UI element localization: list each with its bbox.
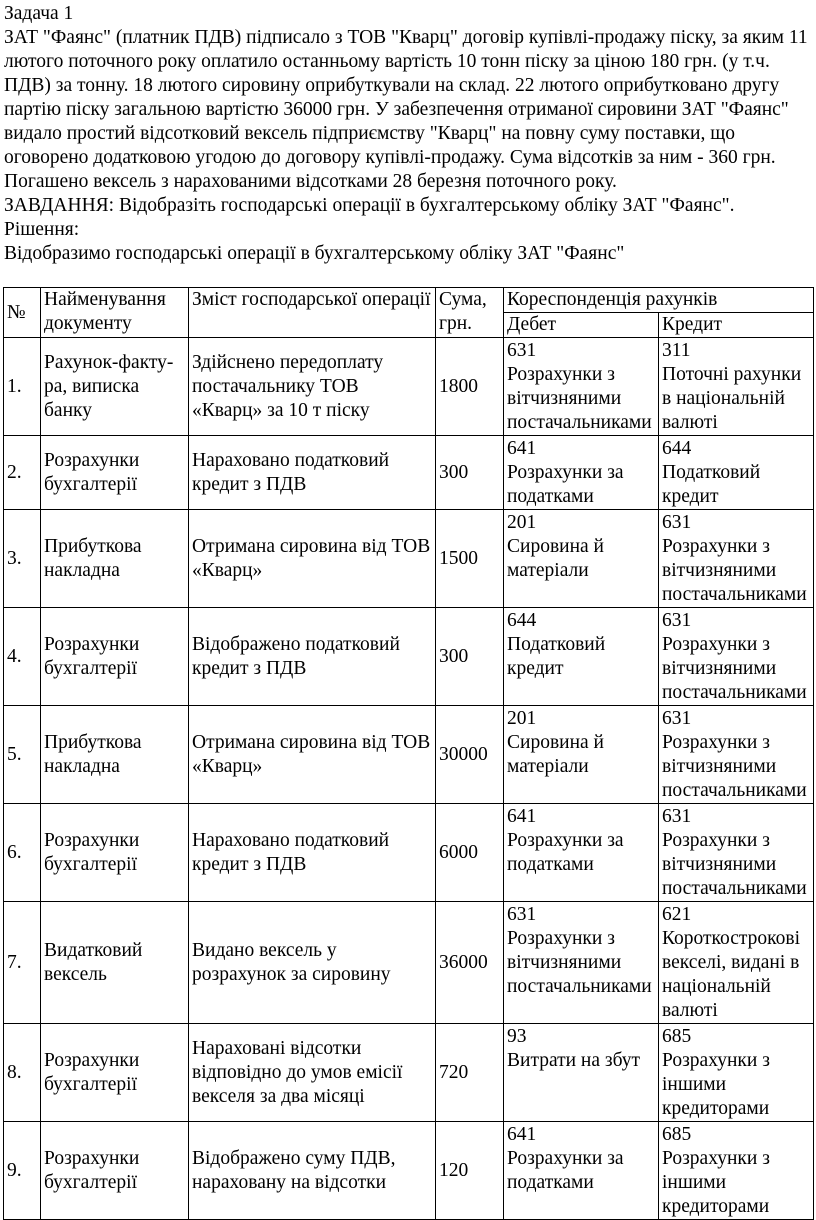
row-debit: [504, 608, 659, 706]
credit-account-name: Податковий кредит: [662, 462, 761, 507]
credit-account-name: Розрахунки з вітчизняними постачальниками: [662, 634, 807, 703]
row-credit: [659, 608, 814, 706]
debit-account-code: 641: [507, 806, 537, 827]
header-amount: Сума, грн.: [436, 288, 504, 338]
table-row: [4, 1122, 814, 1220]
row-document: Прибуткова накладна: [41, 706, 189, 804]
task-assignment: ЗАВДАННЯ: Відобразіть господарські операції в бухгалтерському обліку ЗАТ "Фаянс".: [4, 195, 735, 216]
solution-label: Рішення:: [4, 219, 80, 240]
credit-account-code: 631: [662, 610, 692, 631]
credit-account-code: 631: [662, 512, 692, 533]
credit-account-code: 311: [662, 340, 691, 361]
row-credit: [659, 1122, 814, 1220]
row-amount: 6000: [436, 804, 504, 902]
credit-account-name: Короткострокові векселі, видані в національній валюті: [662, 928, 801, 1021]
table-row: [4, 608, 814, 706]
row-content: Нараховано податковий кредит з ПДВ: [189, 804, 436, 902]
debit-account-name: Розрахунки з вітчизняними постачальниками: [507, 928, 652, 997]
row-document: Розрахунки бухгалтерії: [41, 436, 189, 510]
debit-account-name: Розрахунки за податками: [507, 1148, 624, 1193]
credit-account-code: 685: [662, 1026, 692, 1047]
table-row: [4, 510, 814, 608]
credit-account-name: Розрахунки з вітчизняними постачальниками: [662, 830, 807, 899]
debit-account-code: 93: [507, 1026, 527, 1047]
debit-account-code: 631: [507, 904, 537, 925]
table-caption: Відобразимо господарські операції в бухгалтерському обліку ЗАТ "Фаянс": [4, 243, 625, 264]
row-number: 6.: [4, 804, 41, 902]
row-amount: 120: [436, 1122, 504, 1220]
credit-account-name: Поточні рахунки в національній валюті: [662, 364, 802, 433]
row-amount: 720: [436, 1024, 504, 1122]
row-amount: 300: [436, 608, 504, 706]
row-credit: [659, 436, 814, 510]
table-row: [4, 902, 814, 1024]
row-document: Розрахунки бухгалтерії: [41, 1122, 189, 1220]
row-content: Отримана сировина від ТОВ «Кварц»: [189, 706, 436, 804]
debit-account-name: Розрахунки за податками: [507, 830, 624, 875]
row-number: 2.: [4, 436, 41, 510]
credit-account-code: 631: [662, 708, 692, 729]
row-credit: [659, 804, 814, 902]
row-document: Видатковий вексель: [41, 902, 189, 1024]
debit-account-name: Витрати на збут: [507, 1050, 641, 1071]
row-amount: 1800: [436, 338, 504, 436]
credit-account-code: 685: [662, 1124, 692, 1145]
row-debit: [504, 902, 659, 1024]
credit-account-name: Розрахунки з іншими кредиторами: [662, 1050, 770, 1119]
row-debit: [504, 706, 659, 804]
row-debit: [504, 436, 659, 510]
row-content: Здійснено передоплату постачальнику ТОВ «Кварц» за 10 т піску: [189, 338, 436, 436]
table-row: [4, 706, 814, 804]
task-title: Задача 1: [4, 3, 74, 24]
task-condition: ЗАТ "Фаянс" (платник ПДВ) підписало з ТОВ "Кварц" договір купівлі-продажу піску, за яким 11 лютого поточного року оплатило останньому вартість 10 тонн піску за ціною 180 грн. (у т.ч. ПДВ) за тонну. 18 лютого сировину оприбуткували на склад. 22 лютого оприбутковано другу партію піску загальною вартістю 36000 грн. У забезпечення отриманої сировини ЗАТ "Фаянс" видало простий відсотковий вексель підприємству "Кварц" на повну суму поставки, що оговорено додатковою угодою до договору купівлі-продажу. Сума відсотків за ним - 360 грн. Погашено вексель з нарахованими відсотками 28 березня поточного року.: [4, 27, 808, 192]
debit-account-code: 631: [507, 340, 537, 361]
row-debit: [504, 804, 659, 902]
row-number: 1.: [4, 338, 41, 436]
header-document: Найменування документу: [41, 288, 189, 338]
table-row: [4, 338, 814, 436]
header-content: Зміст господарської операції: [189, 288, 436, 338]
row-debit: [504, 1024, 659, 1122]
row-amount: 36000: [436, 902, 504, 1024]
table-row: [4, 436, 814, 510]
row-credit: [659, 706, 814, 804]
row-credit: [659, 338, 814, 436]
row-amount: 300: [436, 436, 504, 510]
credit-account-name: Розрахунки з вітчизняними постачальниками: [662, 536, 807, 605]
task-text: [4, 2, 814, 266]
row-amount: 1500: [436, 510, 504, 608]
debit-account-name: Податковий кредит: [507, 634, 606, 679]
header-debit: Дебет: [504, 313, 659, 338]
header-no: №: [4, 288, 41, 338]
row-number: 7.: [4, 902, 41, 1024]
debit-account-name: Сировина й матеріали: [507, 536, 604, 581]
row-document: Розрахунки бухгалтерії: [41, 608, 189, 706]
row-document: Розрахунки бухгалтерії: [41, 1024, 189, 1122]
debit-account-code: 201: [507, 708, 537, 729]
debit-account-code: 641: [507, 1124, 537, 1145]
row-document: Рахунок-факту-ра, виписка банку: [41, 338, 189, 436]
row-content: Нараховано податковий кредит з ПДВ: [189, 436, 436, 510]
row-debit: [504, 338, 659, 436]
row-number: 9.: [4, 1122, 41, 1220]
row-credit: [659, 1024, 814, 1122]
header-credit: Кредит: [659, 313, 814, 338]
debit-account-name: Розрахунки за податками: [507, 462, 624, 507]
credit-account-code: 631: [662, 806, 692, 827]
row-content: Нараховані відсотки відповідно до умов емісії векселя за два місяці: [189, 1024, 436, 1122]
row-number: 5.: [4, 706, 41, 804]
journal-table: [3, 287, 814, 1220]
row-debit: [504, 1122, 659, 1220]
header-correspondence: Кореспонденція рахунків: [504, 288, 814, 313]
credit-account-name: Розрахунки з вітчизняними постачальниками: [662, 732, 807, 801]
row-content: Отримана сировина від ТОВ «Кварц»: [189, 510, 436, 608]
debit-account-name: Сировина й матеріали: [507, 732, 604, 777]
row-debit: [504, 510, 659, 608]
row-credit: [659, 510, 814, 608]
row-amount: 30000: [436, 706, 504, 804]
table-row: [4, 1024, 814, 1122]
row-content: Видано вексель у розрахунок за сировину: [189, 902, 436, 1024]
row-document: Розрахунки бухгалтерії: [41, 804, 189, 902]
credit-account-code: 644: [662, 438, 692, 459]
row-content: Відображено податковий кредит з ПДВ: [189, 608, 436, 706]
row-number: 3.: [4, 510, 41, 608]
row-credit: [659, 902, 814, 1024]
row-number: 4.: [4, 608, 41, 706]
row-content: Відображено суму ПДВ, нараховану на відсотки: [189, 1122, 436, 1220]
debit-account-code: 201: [507, 512, 537, 533]
row-document: Прибуткова накладна: [41, 510, 189, 608]
table-row: [4, 804, 814, 902]
credit-account-code: 621: [662, 904, 692, 925]
row-number: 8.: [4, 1024, 41, 1122]
debit-account-name: Розрахунки з вітчизняними постачальниками: [507, 364, 652, 433]
debit-account-code: 644: [507, 610, 537, 631]
credit-account-name: Розрахунки з іншими кредиторами: [662, 1148, 770, 1217]
debit-account-code: 641: [507, 438, 537, 459]
